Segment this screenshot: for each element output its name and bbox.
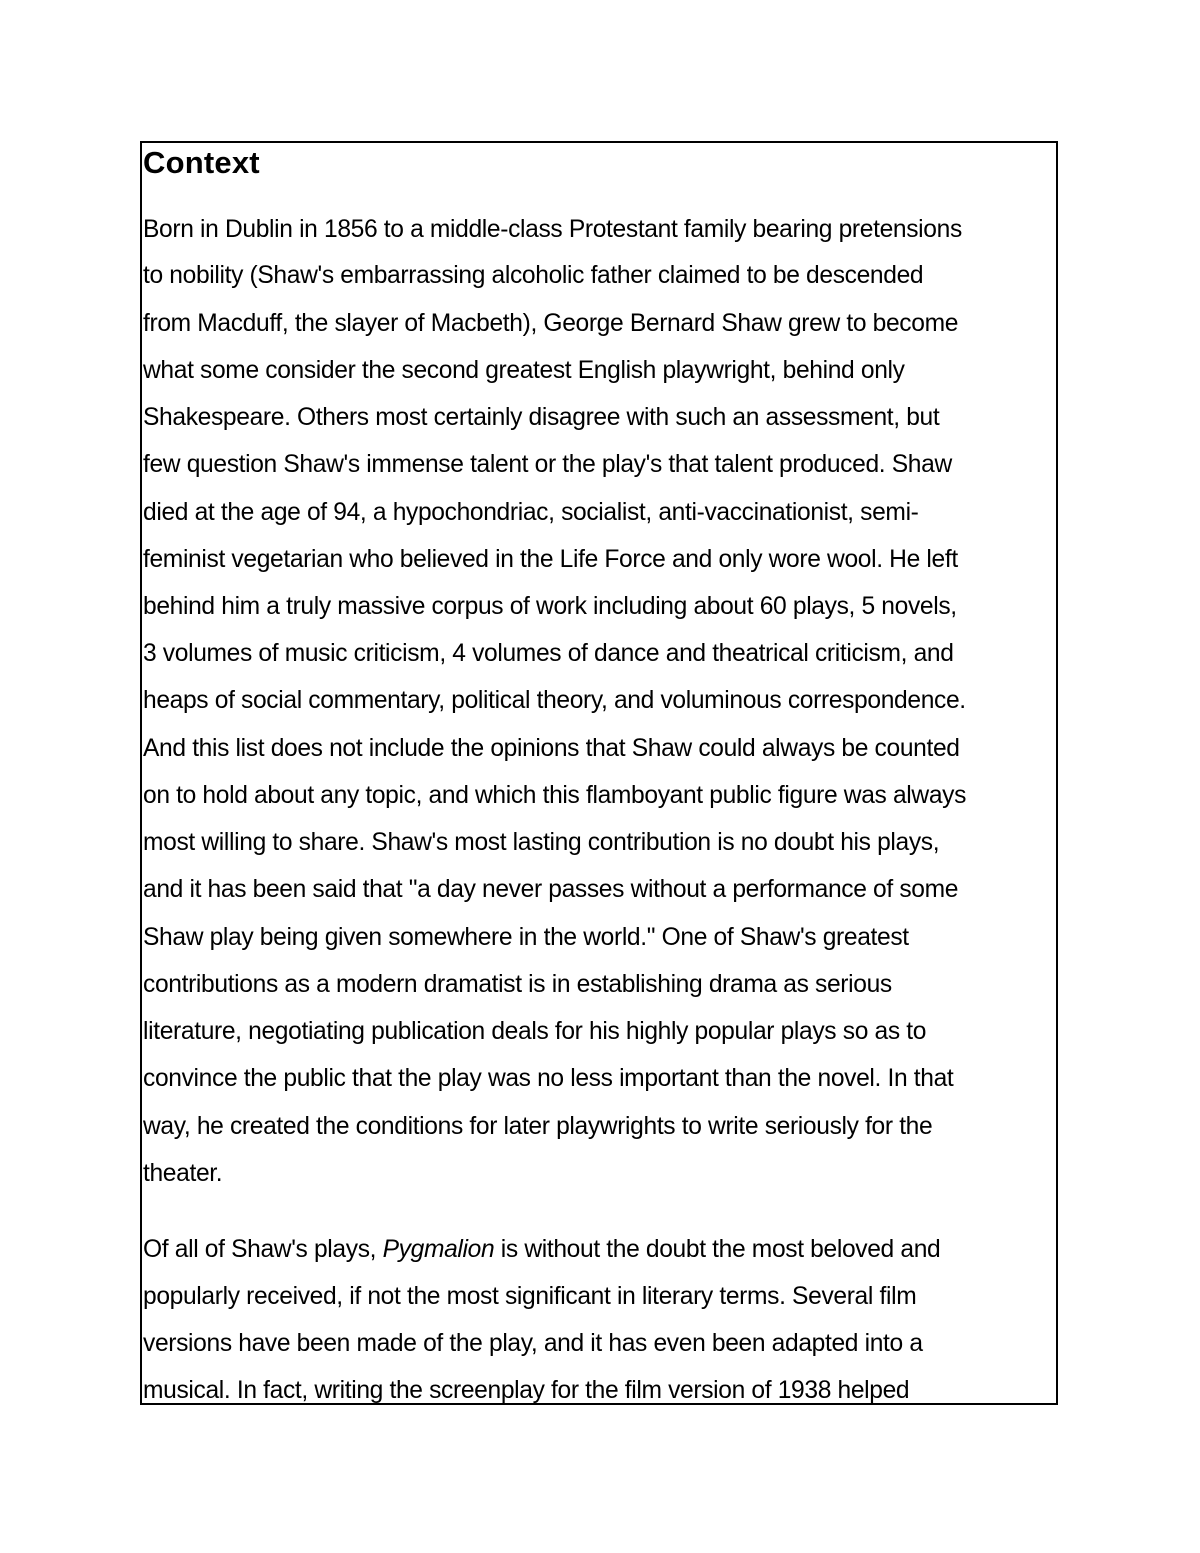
paragraph-1-line-12: And this list does not include the opinions that Shaw could always be counted (143, 735, 960, 762)
paragraph-1-line-10: 3 volumes of music criticism, 4 volumes of dance and theatrical criticism, and (143, 640, 954, 667)
paragraph-1-line-15: and it has been said that "a day never passes without a performance of some (143, 876, 959, 903)
paragraph-1-line-5: Shakespeare. Others most certainly disagree with such an assessment, but (143, 404, 940, 431)
paragraph-1-line-6: few question Shaw's immense talent or the play's that talent produced. Shaw (143, 451, 952, 478)
paragraph-2-text-before: Of all of Shaw's plays, (143, 1236, 383, 1263)
paragraph-1-line-4: what some consider the second greatest English playwright, behind only (143, 357, 905, 384)
paragraph-1-line-19: convince the public that the play was no less important than the novel. In that (143, 1065, 954, 1092)
paragraph-2-line-3: versions have been made of the play, and it has even been adapted into a (143, 1330, 923, 1357)
paragraph-1-line-13: on to hold about any topic, and which this flamboyant public figure was always (143, 782, 967, 809)
paragraph-1-line-2: to nobility (Shaw's embarrassing alcoholic father claimed to be descended (143, 262, 924, 289)
paragraph-1-line-20: way, he created the conditions for later playwrights to write seriously for the (143, 1113, 933, 1140)
paragraph-2-text-after: is without the doubt the most beloved and (494, 1236, 941, 1263)
paragraph-1-line-1: Born in Dublin in 1856 to a middle-class Protestant family bearing pretensions (143, 216, 962, 243)
paragraph-1-line-14: most willing to share. Shaw's most lasting contribution is no doubt his plays, (143, 829, 940, 856)
paragraph-1-line-9: behind him a truly massive corpus of work including about 60 plays, 5 novels, (143, 593, 957, 620)
paragraph-1-line-18: literature, negotiating publication deals for his highly popular plays so as to (143, 1018, 927, 1045)
paragraph-1-line-16: Shaw play being given somewhere in the world." One of Shaw's greatest (143, 924, 909, 951)
section-title: Context (143, 145, 260, 180)
paragraph-1-line-7: died at the age of 94, a hypochondriac, socialist, anti-vaccinationist, semi- (143, 499, 919, 526)
paragraph-2-line-1 (143, 1235, 940, 1265)
paragraph-2-line-2: popularly received, if not the most significant in literary terms. Several film (143, 1283, 917, 1310)
paragraph-1-line-21: theater. (143, 1160, 223, 1187)
play-title-pygmalion: Pygmalion (382, 1236, 495, 1263)
paragraph-1-line-3: from Macduff, the slayer of Macbeth), George Bernard Shaw grew to become (143, 310, 959, 337)
paragraph-1-line-8: feminist vegetarian who believed in the Life Force and only wore wool. He left (143, 546, 958, 573)
paragraph-1-line-17: contributions as a modern dramatist is in establishing drama as serious (143, 971, 892, 998)
paragraph-1-line-11: heaps of social commentary, political theory, and voluminous correspondence. (143, 687, 966, 714)
paragraph-2-line-4: musical. In fact, writing the screenplay for the film version of 1938 helped (143, 1377, 910, 1404)
document-page (140, 141, 1058, 1405)
